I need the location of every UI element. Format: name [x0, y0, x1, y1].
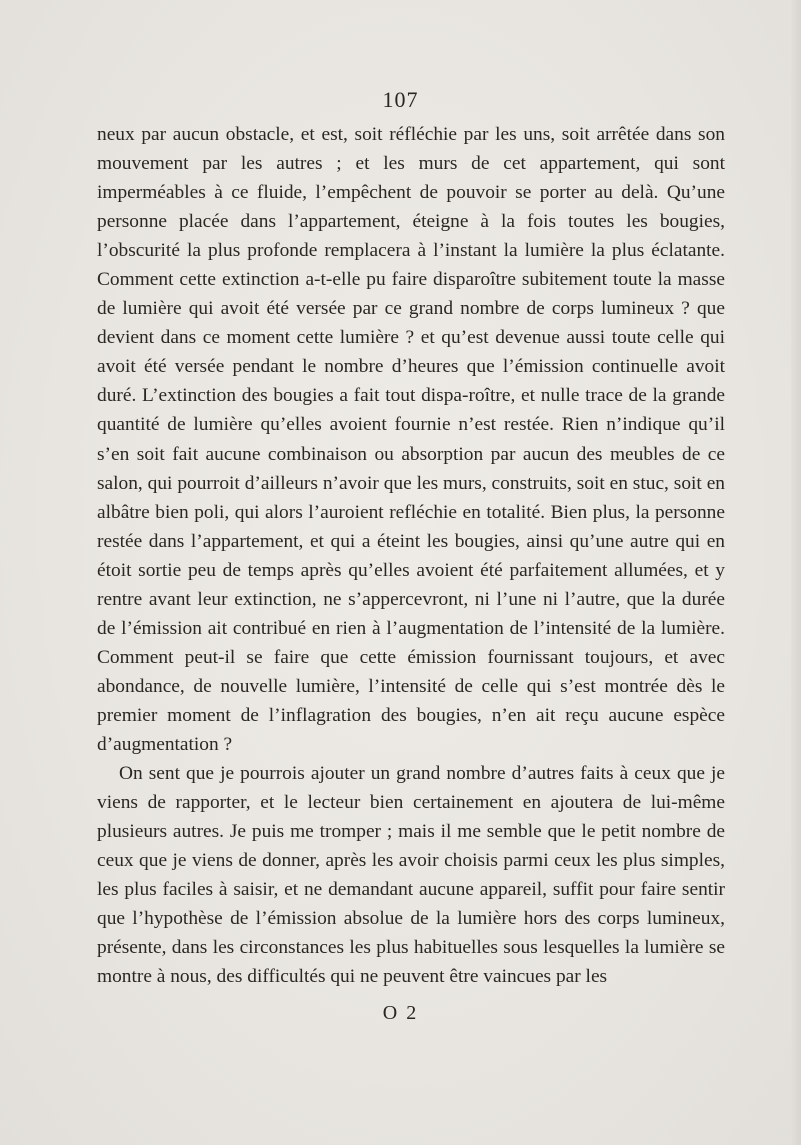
paragraph-2: On sent que je pourrois ajouter un grand nombre d’autres faits à ceux que je viens de rapporter, et le lecteur bien certainement en ajoutera de lui-même plusieurs autres. Je puis me tromper ; mais il me semble que le petit nombre de ceux que je viens de donner, après les avoir choisis parmi ceux les plus simples, les plus faciles à saisir, et ne demandant aucune appareil, suffit pour faire sentir que l’hypothèse de l’émission absolue de la lumière hors des corps lumineux, présente, dans les circonstances les plus habituelles sous lesquelles la lumière se montre à nous, des difficultés qui ne peuvent être vaincues par les [97, 763, 725, 988]
paragraph-1: neux par aucun obstacle, et est, soit réfléchie par les uns, soit arrêtée dans son mouvement par les autres ; et les murs de cet appartement, qui sont imperméables à ce fluide, l’empêchent de pouvoir se porter au delà. Qu’une personne placée dans l’appartement, éteigne à la fois toutes les bougies, l’obscurité la plus profonde remplacera à l’instant la lumière la plus éclatante. Comment cette extinction a-t-elle pu faire disparoître subitement toute la masse de lumière qui avoit été versée par ce grand nombre de corps lumineux ? que devient dans ce moment cette lumière ? et qu’est devenue aussi toute celle qui avoit été versée pendant le nombre d’heures que l’émission continuelle avoit duré. L’extinction des bougies a fait tout dispa-roître, et nulle trace de la grande quantité de lumière qu’elles avoient fournie n’est restée. Rien n’indique qu’il s’en soit fait aucune combinaison ou absorption par aucun des meubles de ce salon, qui pourroit d’ailleurs n’avoir que les murs, construits, soit en stuc, soit en albâtre bien poli, qui alors l’auroient refléchie en totalité. Bien plus, la personne restée dans l’appartement, et qui a éteint les bougies, ainsi qu’une autre qui en étoit sortie peu de temps après qu’elles avoient été parfaitement allumées, et y rentre avant leur extinction, ne s’appercevront, ni l’une ni l’autre, que la durée de l’émission ait contribué en rien à l’augmentation de l’intensité de la lumière. Comment peut-il se faire que cette émission fournissant toujours, et avec abondance, de nouvelle lumière, l’intensité de celle qui s’est montrée dès le premier moment de l’inflagration des bougies, n’en ait reçu aucune espèce d’augmentation ? [97, 124, 725, 755]
page-edge [791, 0, 801, 1145]
page-number: 107 [382, 87, 419, 112]
body-text [97, 120, 725, 991]
signature-mark: O 2 [382, 1002, 419, 1024]
